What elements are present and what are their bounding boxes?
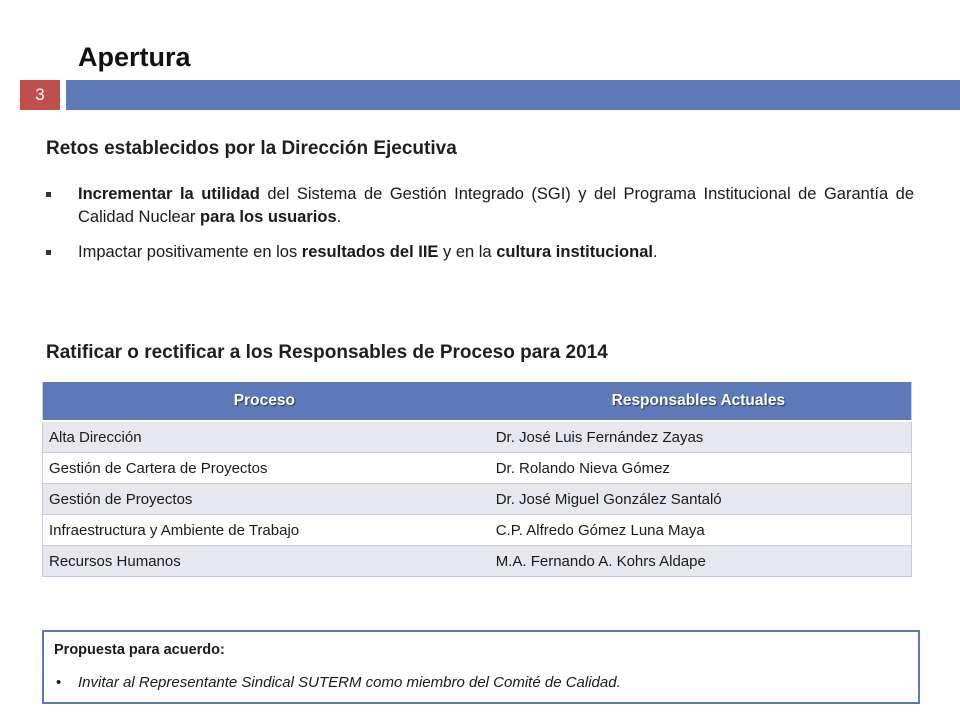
- list-item: [46, 241, 914, 264]
- bold-text: Incrementar la utilidad: [78, 185, 260, 203]
- table-cell: Dr. José Miguel González Santaló: [486, 484, 912, 515]
- proposal-box: [42, 630, 920, 704]
- text: .: [652, 243, 658, 261]
- table-header-row: [43, 382, 912, 421]
- bullet-icon: •: [56, 674, 62, 691]
- table-cell: Dr. José Luis Fernández Zayas: [486, 421, 912, 453]
- slide-title: Apertura: [78, 42, 191, 72]
- table-cell: C.P. Alfredo Gómez Luna Maya: [486, 515, 912, 546]
- table-row: [43, 453, 912, 484]
- table-cell: Dr. Rolando Nieva Gómez: [486, 453, 912, 484]
- bold-text: para los usuarios: [199, 208, 337, 226]
- table-cell: Gestión de Proyectos: [43, 484, 486, 515]
- text: .: [336, 208, 342, 226]
- table-cell: Recursos Humanos: [43, 546, 486, 577]
- header-bar: [66, 80, 960, 110]
- table-row: [43, 546, 912, 577]
- table-row: [43, 515, 912, 546]
- retos-heading: Retos establecidos por la Dirección Ejecutiva: [46, 138, 457, 159]
- column-header: Proceso: [43, 382, 486, 421]
- square-bullet-icon: [46, 192, 51, 197]
- responsables-table: [42, 382, 912, 577]
- table-row: [43, 421, 912, 453]
- proposal-title: Propuesta para acuerdo:: [54, 642, 225, 658]
- text: Impactar positivamente en los: [78, 243, 302, 261]
- table-row: [43, 484, 912, 515]
- text: del Sistema de Gestión Integrado (SGI) y del Programa Institucional de Garantía de Calidad Nuclear: [78, 185, 915, 226]
- bold-text: resultados del IIE: [301, 243, 439, 261]
- bold-text: cultura institucional: [496, 243, 653, 261]
- square-bullet-icon: [46, 250, 51, 255]
- table-cell: Gestión de Cartera de Proyectos: [43, 453, 486, 484]
- text: y en la: [438, 243, 497, 261]
- slide-number: 3: [20, 80, 60, 110]
- column-header: Responsables Actuales: [486, 382, 912, 421]
- table-cell: Alta Dirección: [43, 421, 486, 453]
- list-item: [46, 183, 914, 229]
- retos-list: [46, 183, 914, 276]
- table-cell: Infraestructura y Ambiente de Trabajo: [43, 515, 486, 546]
- table-cell: M.A. Fernando A. Kohrs Aldape: [486, 546, 912, 577]
- ratificar-heading: Ratificar o rectificar a los Responsables de Proceso para 2014: [46, 342, 608, 363]
- proposal-item: Invitar al Representante Sindical SUTERM como miembro del Comité de Calidad.: [78, 674, 621, 691]
